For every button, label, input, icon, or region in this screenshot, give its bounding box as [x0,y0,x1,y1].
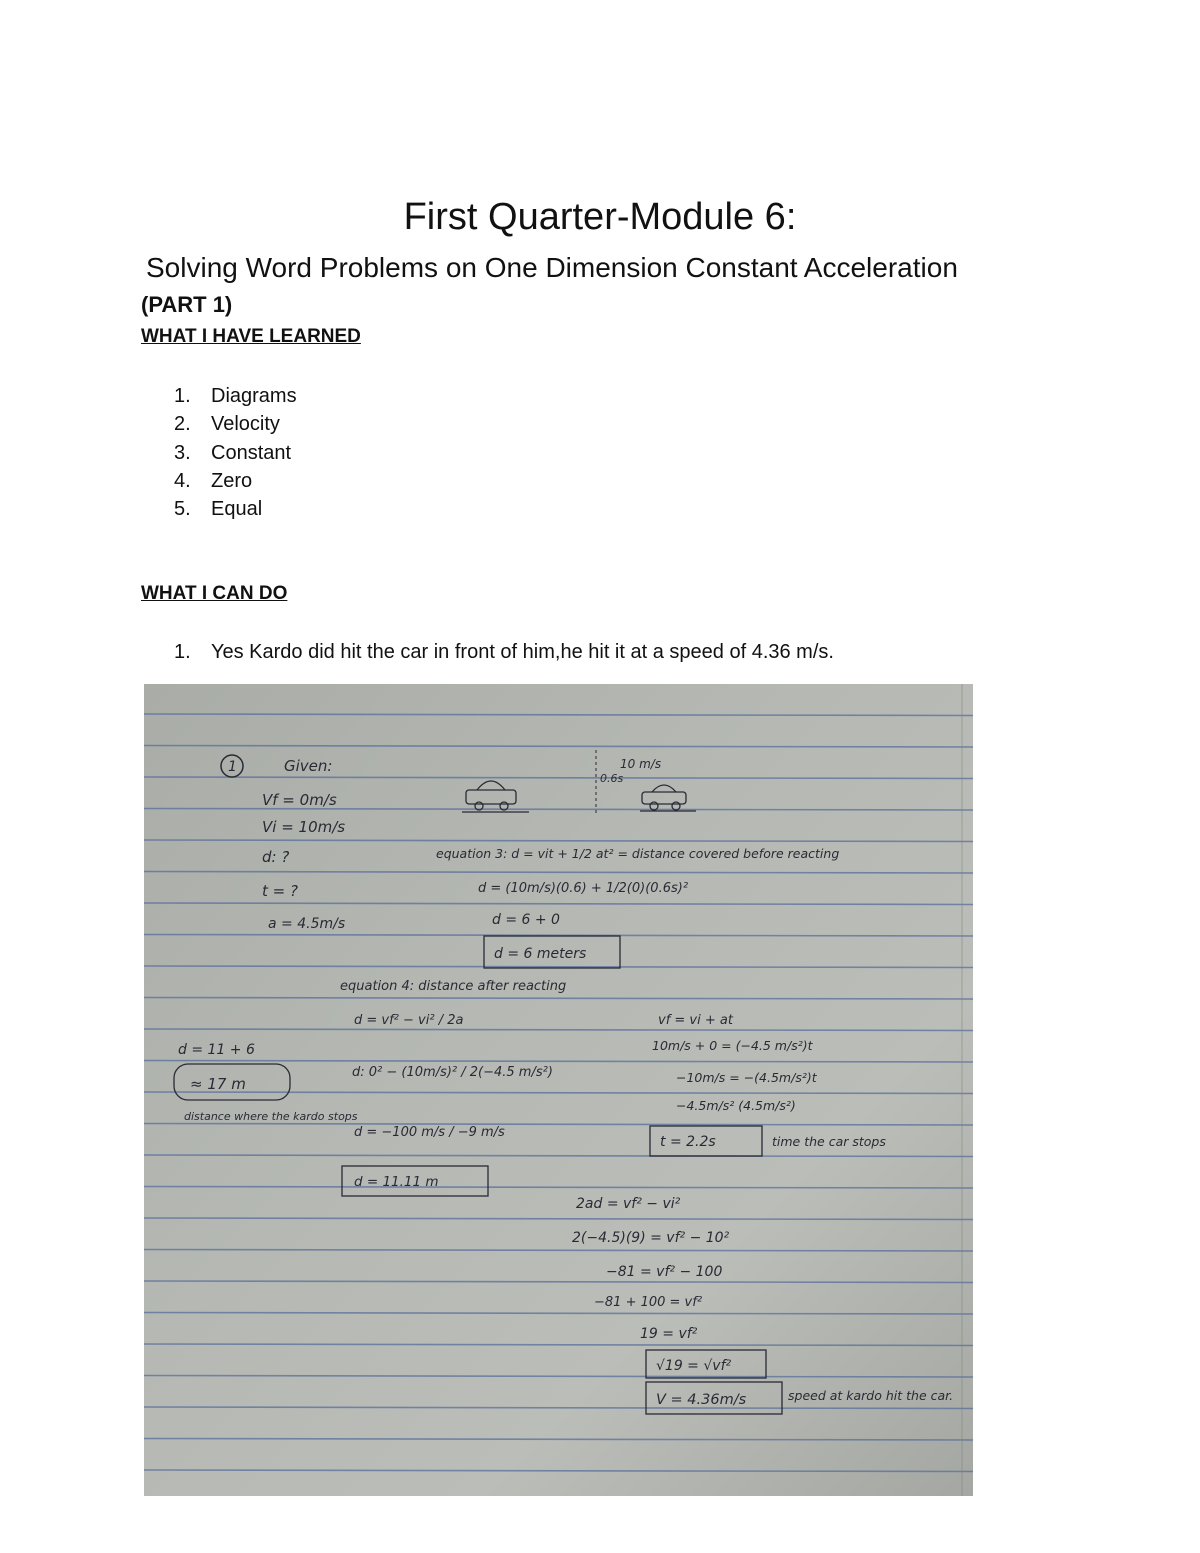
equation-4: equation 4: distance after reacting [340,979,567,994]
answer-item [174,638,834,666]
eq3-sum: d = 6 + 0 [492,912,560,928]
answer-number: 1. [174,641,191,663]
time-substitution: −4.5m/s² (4.5m/s²) [676,1098,796,1113]
list-number: 4. [174,469,191,492]
given-line: d: ? [262,848,290,866]
page-subtitle: Solving Word Problems on One Dimension Constant Acceleration [146,252,958,283]
speed-result: V = 4.36m/s [656,1392,747,1408]
list-item [174,495,297,523]
notebook-photo [144,684,973,1496]
list-text: Velocity [211,413,280,436]
equation-3: equation 3: d = vit + 1/2 at² = distance covered before reacting [436,846,840,861]
total-distance-formula: d = 11 + 6 [178,1042,255,1058]
speed-substitution: −81 = vf² − 100 [606,1264,723,1280]
eq4-simplified: d = −100 m/s / −9 m/s [354,1125,505,1140]
total-distance-result: ≈ 17 m [190,1075,246,1093]
list-number: 1. [174,385,191,407]
car-sketch-icon [640,785,696,811]
list-number: 3. [174,441,191,464]
time-substitution: −10m/s = −(4.5m/s²)t [676,1070,817,1085]
list-item [174,410,297,438]
list-number: 5. [174,498,191,521]
eq3-result: d = 6 meters [494,946,587,962]
time-result: t = 2.2s [660,1134,716,1150]
given-label: Given: [284,757,333,775]
reaction-time-label: 0.6s [600,772,624,785]
car-sketch-icon [462,781,529,812]
what-i-can-do-heading: WHAT I CAN DO [141,583,288,604]
speed-substitution: −81 + 100 = vf² [594,1295,703,1310]
list-item [174,382,297,410]
speed-substitution: 2(−4.5)(9) = vf² − 10² [572,1230,730,1246]
list-text: Equal [211,498,263,521]
eq4-substitution: d: 0² − (10m/s)² / 2(−4.5 m/s²) [352,1065,553,1080]
list-text: Diagrams [211,385,297,407]
given-line: a = 4.5m/s [268,916,346,932]
time-note: time the car stops [772,1134,886,1149]
answer-text: Yes Kardo did hit the car in front of him,he hit it at a speed of 4.36 m/s. [211,641,834,663]
given-line: Vi = 10m/s [262,818,346,836]
handwritten-solution [144,684,973,1496]
speed-substitution: √19 = √vf² [656,1358,732,1374]
speed-formula: 2ad = vf² − vi² [576,1196,681,1212]
svg-text:1: 1 [228,759,237,775]
car-speed-label: 10 m/s [620,757,662,771]
eq4-formula: d = vf² − vi² / 2a [354,1013,464,1028]
part-label: (PART 1) [141,292,233,317]
list-number: 2. [174,413,191,436]
page-title: First Quarter-Module 6: [403,196,797,238]
learned-list [174,382,297,523]
time-formula: vf = vi + at [658,1013,733,1028]
list-item [174,467,297,495]
eq3-substitution: d = (10m/s)(0.6) + 1/2(0)(0.6s)² [478,881,689,896]
total-distance-note: distance where the kardo stops [184,1110,358,1123]
time-substitution: 10m/s + 0 = (−4.5 m/s²)t [652,1038,813,1053]
speed-substitution: 19 = vf² [640,1326,698,1342]
given-line: t = ? [262,882,298,900]
eq4-result: d = 11.11 m [354,1174,439,1190]
list-item [174,439,297,467]
list-text: Constant [211,441,292,464]
given-line: Vf = 0m/s [262,791,337,809]
what-i-have-learned-heading: WHAT I HAVE LEARNED [141,326,361,347]
speed-note: speed at kardo hit the car. [788,1388,954,1403]
list-text: Zero [211,469,253,492]
